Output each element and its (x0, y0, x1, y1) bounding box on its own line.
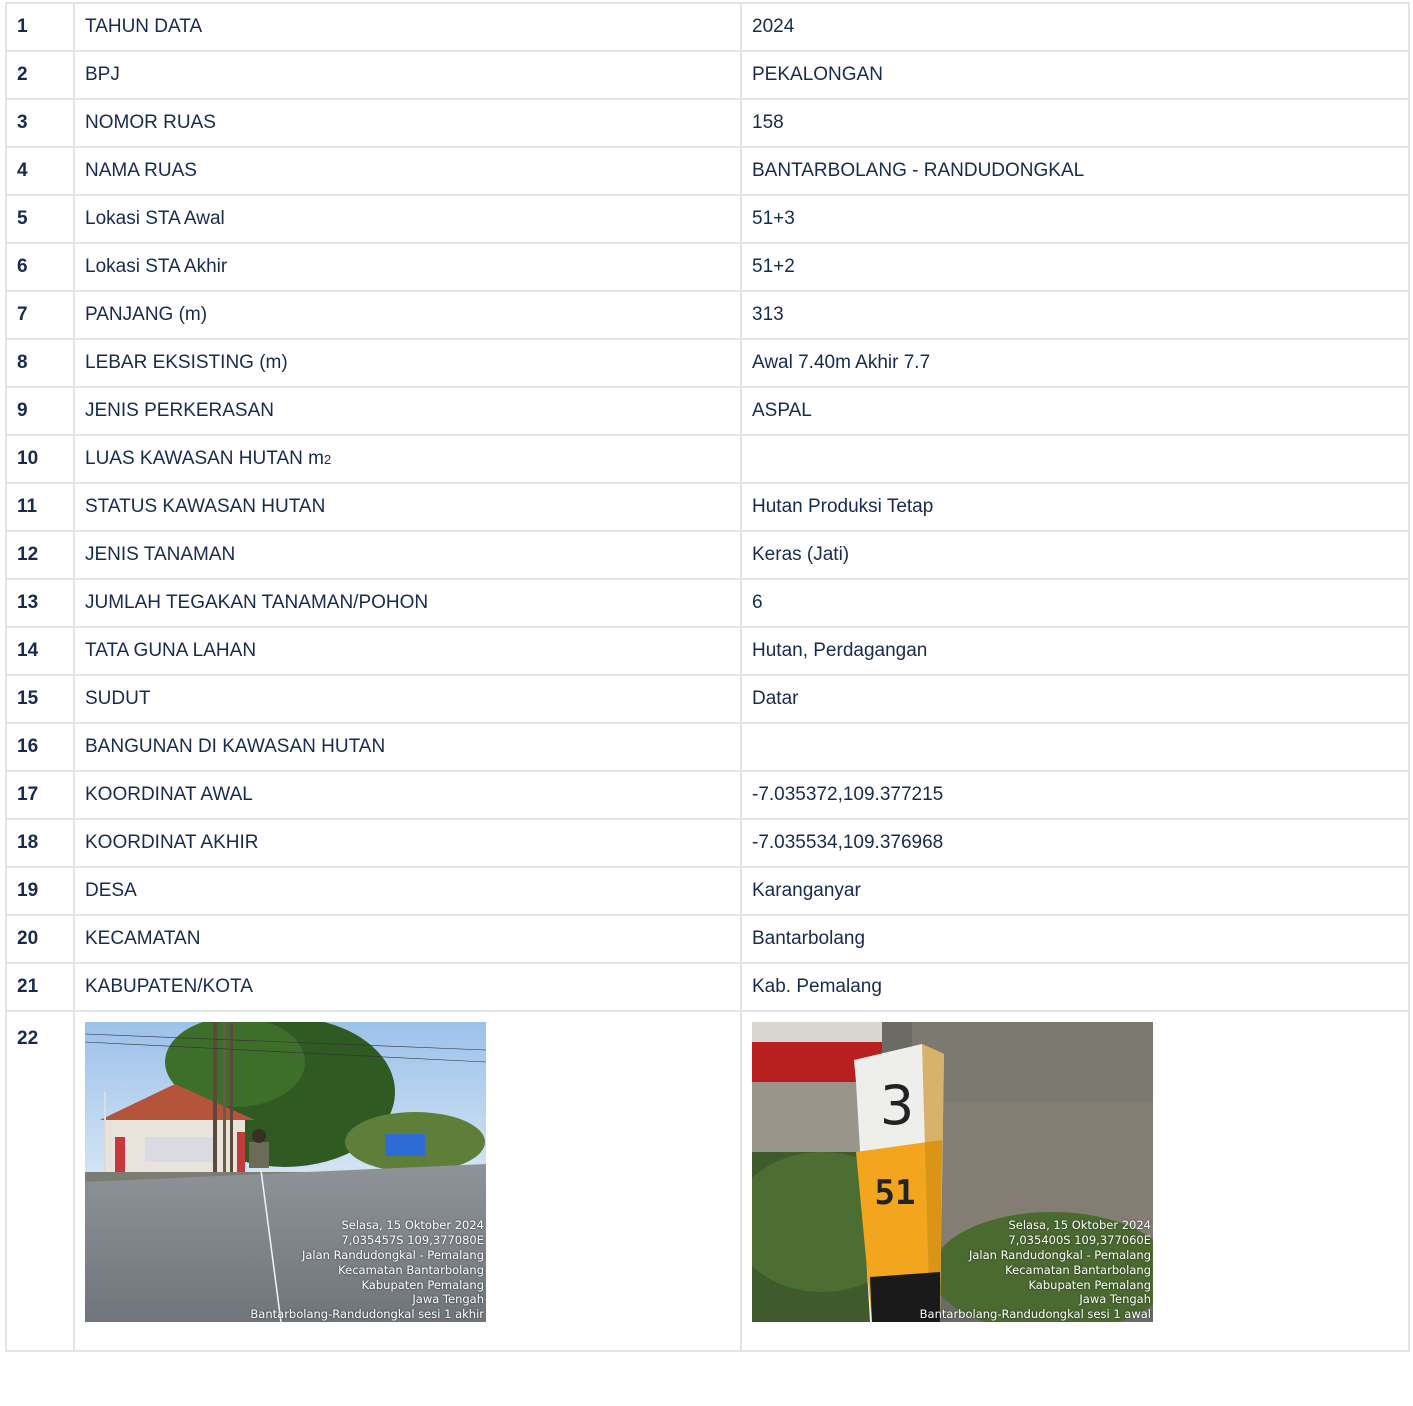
row-number: 22 (6, 1011, 74, 1351)
row-label: STATUS KAWASAN HUTAN (74, 483, 741, 531)
row-label (74, 435, 741, 483)
row-value: -7.035534,109.376968 (741, 819, 1409, 867)
table-row (6, 99, 1409, 147)
data-table-container (5, 2, 1408, 1352)
photo-timestamp-overlay (920, 1218, 1151, 1322)
row-number: 10 (6, 435, 74, 483)
row-label: JENIS TANAMAN (74, 531, 741, 579)
stamp-road: Jalan Randudongkal - Pemalang (301, 1248, 484, 1263)
road-photo-end (85, 1022, 486, 1322)
row-value: 51+2 (741, 243, 1409, 291)
table-row (6, 675, 1409, 723)
table-row (6, 867, 1409, 915)
stamp-province: Jawa Tengah (1079, 1292, 1151, 1307)
row-label: JENIS PERKERASAN (74, 387, 741, 435)
table-row (6, 627, 1409, 675)
row-number: 15 (6, 675, 74, 723)
row-number: 2 (6, 51, 74, 99)
row-label: KABUPATEN/KOTA (74, 963, 741, 1011)
stamp-regency: Kabupaten Pemalang (361, 1277, 484, 1292)
row-label: TAHUN DATA (74, 3, 741, 51)
row-label: KECAMATAN (74, 915, 741, 963)
marker-km-number: 51 (874, 1173, 916, 1213)
row-value: 313 (741, 291, 1409, 339)
row-value (741, 723, 1409, 771)
stamp-session: Bantarbolang-Randudongkal sesi 1 akhir (250, 1307, 484, 1322)
row-label: DESA (74, 867, 741, 915)
row-number: 1 (6, 3, 74, 51)
row-number: 9 (6, 387, 74, 435)
row-label: KOORDINAT AWAL (74, 771, 741, 819)
row-label: BPJ (74, 51, 741, 99)
stamp-district: Kecamatan Bantarbolang (338, 1262, 484, 1277)
data-table (5, 2, 1410, 1352)
row-number: 11 (6, 483, 74, 531)
stamp-session: Bantarbolang-Randudongkal sesi 1 awal (919, 1307, 1151, 1322)
table-row (6, 387, 1409, 435)
row-value: Karanganyar (741, 867, 1409, 915)
table-row (6, 147, 1409, 195)
row-value: Awal 7.40m Akhir 7.7 (741, 339, 1409, 387)
row-value: PEKALONGAN (741, 51, 1409, 99)
row-value: Kab. Pemalang (741, 963, 1409, 1011)
row-label-text: LUAS KAWASAN HUTAN m (85, 448, 324, 469)
row-number: 6 (6, 243, 74, 291)
row-number: 18 (6, 819, 74, 867)
row-value: 6 (741, 579, 1409, 627)
table-row (6, 3, 1409, 51)
row-number: 5 (6, 195, 74, 243)
table-row (6, 195, 1409, 243)
table-row (6, 579, 1409, 627)
stamp-date: Selasa, 15 Oktober 2024 (1008, 1218, 1151, 1233)
stamp-road: Jalan Randudongkal - Pemalang (968, 1248, 1151, 1263)
photo-timestamp-overlay (250, 1218, 484, 1322)
table-row (6, 723, 1409, 771)
table-row (6, 435, 1409, 483)
row-value (741, 435, 1409, 483)
table-row (6, 243, 1409, 291)
row-label: NAMA RUAS (74, 147, 741, 195)
unit-subscript: 2 (323, 452, 332, 467)
row-value: Hutan Produksi Tetap (741, 483, 1409, 531)
row-number: 19 (6, 867, 74, 915)
row-number: 4 (6, 147, 74, 195)
row-number: 14 (6, 627, 74, 675)
row-value: 2024 (741, 3, 1409, 51)
table-row (6, 963, 1409, 1011)
row-value: BANTARBOLANG - RANDUDONGKAL (741, 147, 1409, 195)
row-label: NOMOR RUAS (74, 99, 741, 147)
row-number: 3 (6, 99, 74, 147)
table-row (6, 291, 1409, 339)
row-number: 13 (6, 579, 74, 627)
table-row (6, 771, 1409, 819)
row-value: Hutan, Perdagangan (741, 627, 1409, 675)
table-row (6, 51, 1409, 99)
row-value: 51+3 (741, 195, 1409, 243)
row-number: 17 (6, 771, 74, 819)
table-row (6, 915, 1409, 963)
km-marker-photo-start (752, 1022, 1153, 1322)
table-row (6, 531, 1409, 579)
row-value: ASPAL (741, 387, 1409, 435)
row-number: 8 (6, 339, 74, 387)
row-number: 12 (6, 531, 74, 579)
row-number: 21 (6, 963, 74, 1011)
row-value: Keras (Jati) (741, 531, 1409, 579)
row-label: Lokasi STA Awal (74, 195, 741, 243)
row-number: 7 (6, 291, 74, 339)
table-row (6, 819, 1409, 867)
table-row (6, 339, 1409, 387)
row-label: Lokasi STA Akhir (74, 243, 741, 291)
row-value: Bantarbolang (741, 915, 1409, 963)
row-label: SUDUT (74, 675, 741, 723)
row-label: TATA GUNA LAHAN (74, 627, 741, 675)
row-label: LEBAR EKSISTING (m) (74, 339, 741, 387)
table-row (6, 483, 1409, 531)
stamp-regency: Kabupaten Pemalang (1028, 1277, 1151, 1292)
photo-cell-left (74, 1011, 741, 1351)
photo-cell-right (741, 1011, 1409, 1351)
stamp-province: Jawa Tengah (412, 1292, 484, 1307)
stamp-coordinates: 7,035457S 109,377080E (341, 1233, 484, 1248)
row-value: -7.035372,109.377215 (741, 771, 1409, 819)
row-label: BANGUNAN DI KAWASAN HUTAN (74, 723, 741, 771)
photo-row (6, 1011, 1409, 1351)
row-label: PANJANG (m) (74, 291, 741, 339)
row-number: 16 (6, 723, 74, 771)
row-label: KOORDINAT AKHIR (74, 819, 741, 867)
row-value: Datar (741, 675, 1409, 723)
stamp-coordinates: 7,035400S 109,377060E (1008, 1233, 1151, 1248)
stamp-district: Kecamatan Bantarbolang (1005, 1262, 1151, 1277)
marker-top-number: 3 (879, 1074, 915, 1137)
stamp-date: Selasa, 15 Oktober 2024 (341, 1218, 484, 1233)
row-label: JUMLAH TEGAKAN TANAMAN/POHON (74, 579, 741, 627)
row-number: 20 (6, 915, 74, 963)
row-value: 158 (741, 99, 1409, 147)
